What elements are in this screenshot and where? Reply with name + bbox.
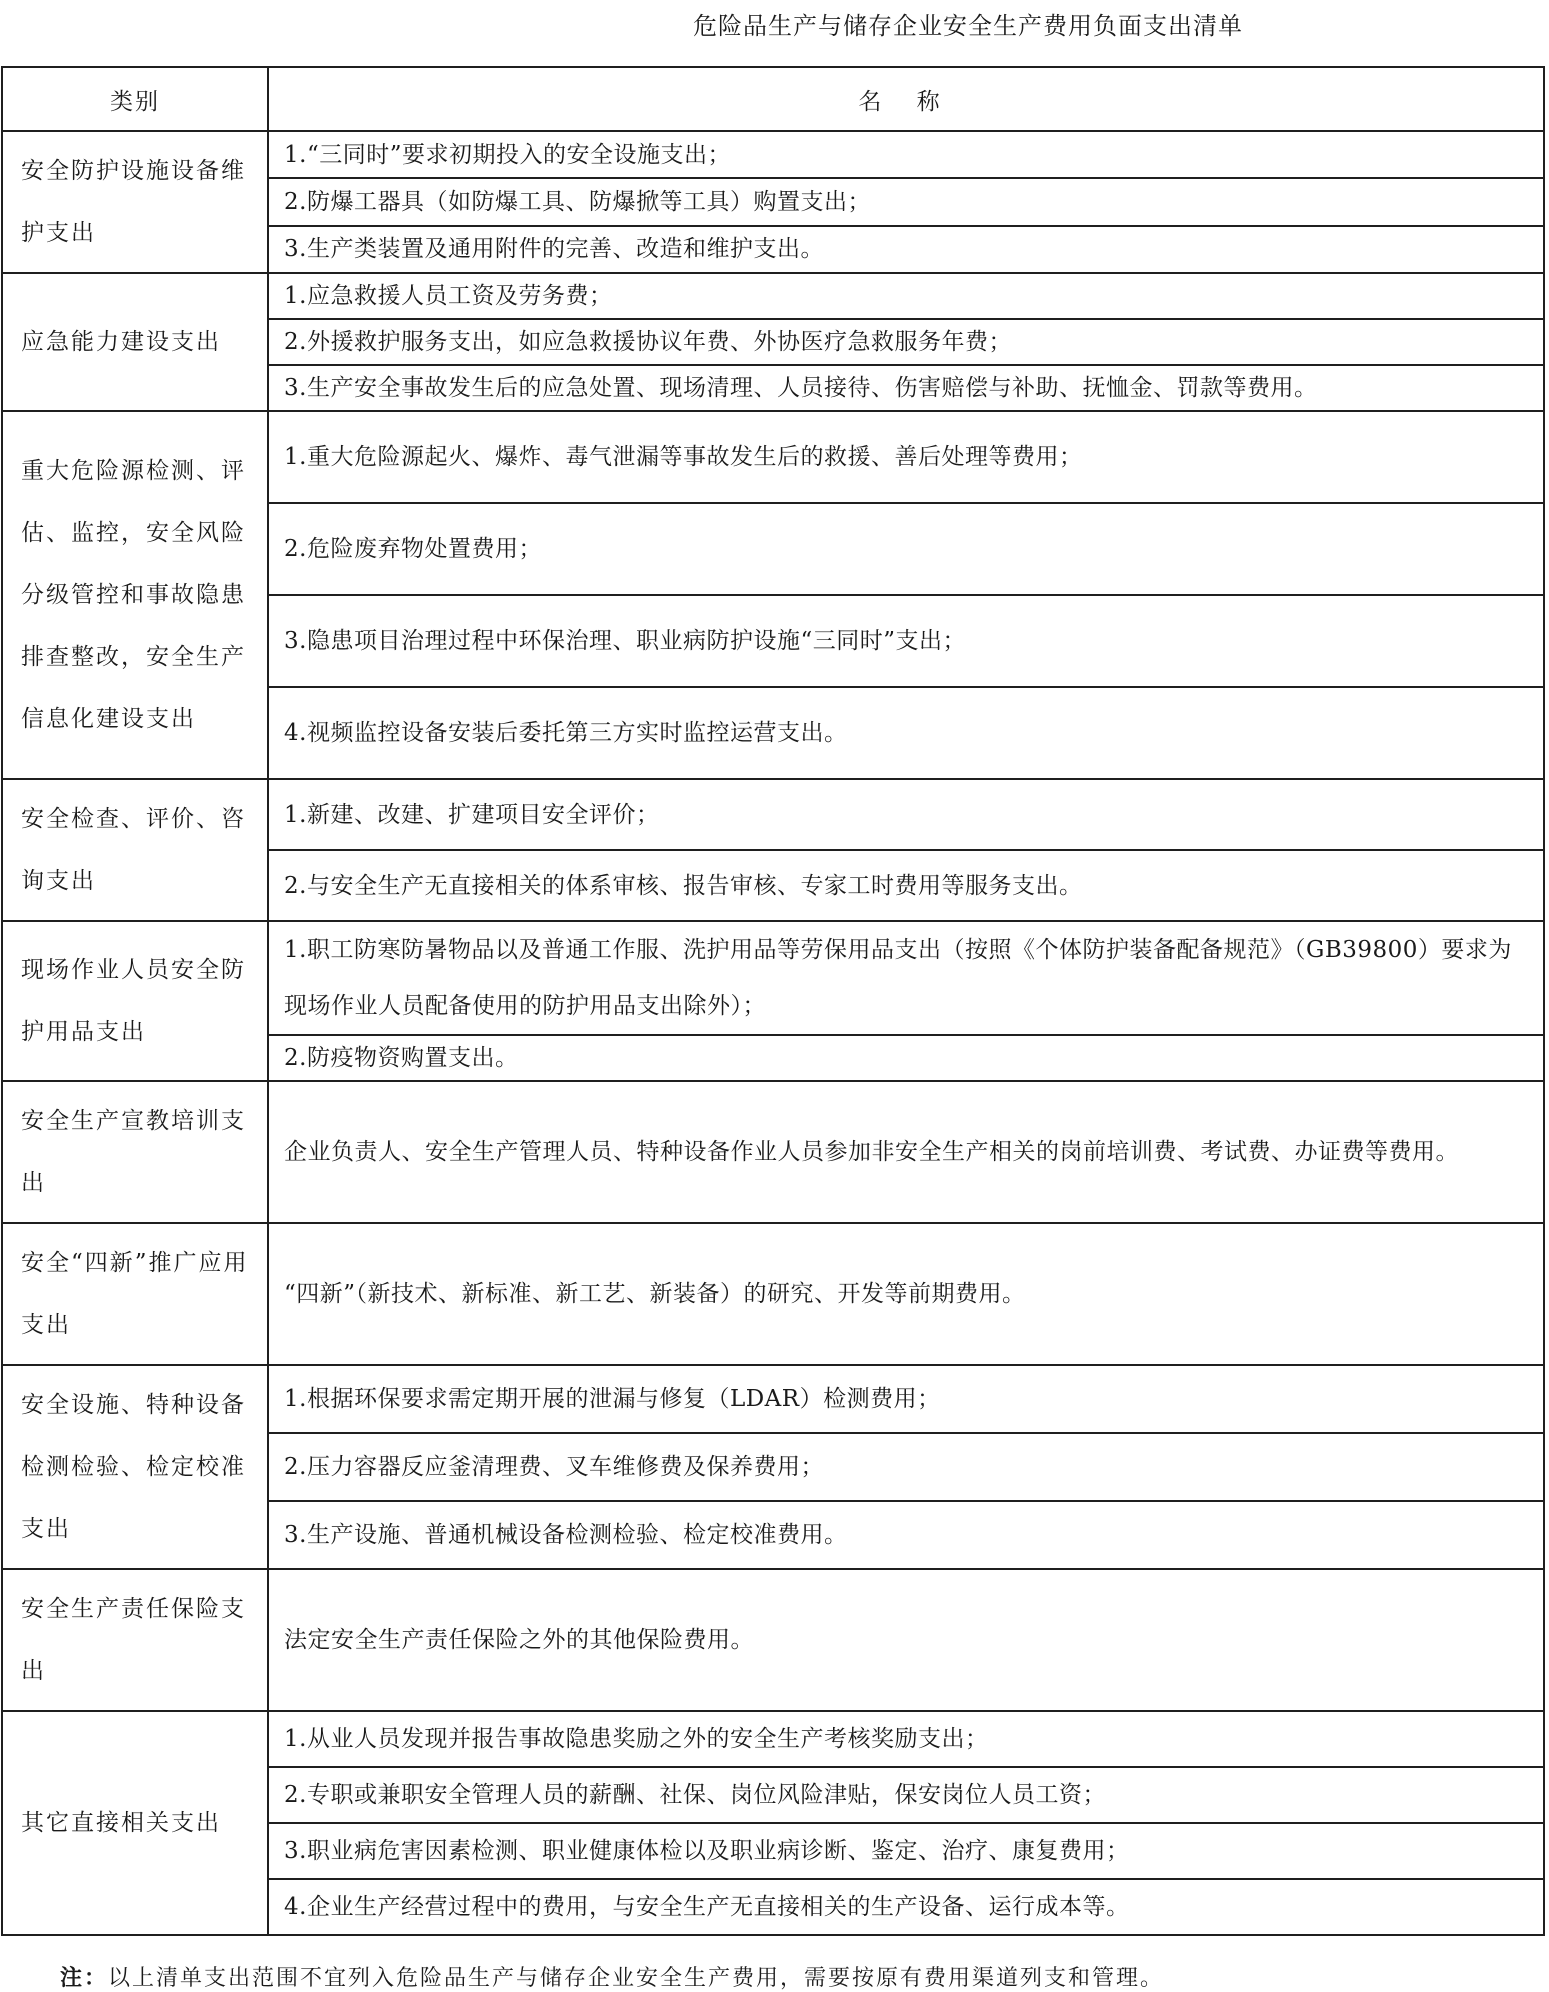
table-row [2,921,1544,1035]
table-row [2,273,1544,319]
item-cell: 2.防疫物资购置支出。 [268,1035,1544,1081]
table-row [2,1081,1544,1223]
item-cell: 1.职工防寒防暑物品以及普通工作服、洗护用品等劳保用品支出（按照《个体防护装备配备规范》（GB39800）要求为现场作业人员配备使用的防护用品支出除外）； [268,921,1544,1035]
item-cell: 1.“三同时”要求初期投入的安全设施支出； [268,131,1544,178]
item-cell: 3.生产设施、普通机械设备检测检验、检定校准费用。 [268,1501,1544,1569]
item-cell: 2.外援救护服务支出，如应急救援协议年费、外协医疗急救服务年费； [268,319,1544,365]
footnote-text: 以上清单支出范围不宜列入危险品生产与储存企业安全生产费用，需要按原有费用渠道列支和管理。 [108,1966,1165,1991]
table-header-row [2,67,1544,131]
table-row [2,1711,1544,1767]
item-cell: 企业负责人、安全生产管理人员、特种设备作业人员参加非安全生产相关的岗前培训费、考试费、办证费等费用。 [268,1081,1544,1223]
category-cell: 现场作业人员安全防护用品支出 [2,921,268,1081]
table-row [2,1223,1544,1365]
item-cell: 2.防爆工器具（如防爆工具、防爆掀等工具）购置支出； [268,178,1544,225]
table-row [2,1365,1544,1433]
category-cell: 重大危险源检测、评估、监控，安全风险分级管控和事故隐患排查整改，安全生产信息化建设支出 [2,411,268,779]
item-cell: 4.企业生产经营过程中的费用，与安全生产无直接相关的生产设备、运行成本等。 [268,1879,1544,1935]
item-cell: 1.新建、改建、扩建项目安全评价； [268,779,1544,850]
header-category: 类别 [2,67,268,131]
table-row [2,1569,1544,1711]
item-cell: 1.根据环保要求需定期开展的泄漏与修复（LDAR）检测费用； [268,1365,1544,1433]
category-cell: 安全检查、评价、咨询支出 [2,779,268,921]
table-row [2,779,1544,850]
item-cell: 2.危险废弃物处置费用； [268,503,1544,595]
item-cell: 2.压力容器反应釜清理费、叉车维修费及保养费用； [268,1433,1544,1501]
header-name: 名 称 [268,67,1544,131]
item-cell: 2.专职或兼职安全管理人员的薪酬、社保、岗位风险津贴，保安岗位人员工资； [268,1767,1544,1823]
category-cell: 应急能力建设支出 [2,273,268,411]
expense-table [1,66,1545,1936]
item-cell: 1.重大危险源起火、爆炸、毒气泄漏等事故发生后的救援、善后处理等费用； [268,411,1544,503]
item-cell: 4.视频监控设备安装后委托第三方实时监控运营支出。 [268,687,1544,779]
item-cell: 3.生产类装置及通用附件的完善、改造和维护支出。 [268,226,1544,273]
table-row [2,411,1544,503]
category-cell: 安全生产宣教培训支出 [2,1081,268,1223]
item-cell: 2.与安全生产无直接相关的体系审核、报告审核、专家工时费用等服务支出。 [268,850,1544,921]
document-title: 危险品生产与储存企业安全生产费用负面支出清单 [693,12,1243,40]
category-cell: 安全生产责任保险支出 [2,1569,268,1711]
item-cell: 3.生产安全事故发生后的应急处置、现场清理、人员接待、伤害赔偿与补助、抚恤金、罚款等费用。 [268,365,1544,411]
item-cell: 3.职业病危害因素检测、职业健康体检以及职业病诊断、鉴定、治疗、康复费用； [268,1823,1544,1879]
footnote [60,1961,1164,1992]
item-cell: 3.隐患项目治理过程中环保治理、职业病防护设施“三同时”支出； [268,595,1544,687]
item-cell: “四新”（新技术、新标准、新工艺、新装备）的研究、开发等前期费用。 [268,1223,1544,1365]
table-row [2,131,1544,178]
item-cell: 法定安全生产责任保险之外的其他保险费用。 [268,1569,1544,1711]
category-cell: 安全防护设施设备维护支出 [2,131,268,273]
category-cell: 安全设施、特种设备检测检验、检定校准支出 [2,1365,268,1569]
category-cell: 其它直接相关支出 [2,1711,268,1935]
item-cell: 1.从业人员发现并报告事故隐患奖励之外的安全生产考核奖励支出； [268,1711,1544,1767]
item-cell: 1.应急救援人员工资及劳务费； [268,273,1544,319]
footnote-label: 注： [60,1965,109,1991]
category-cell: 安全“四新”推广应用支出 [2,1223,268,1365]
